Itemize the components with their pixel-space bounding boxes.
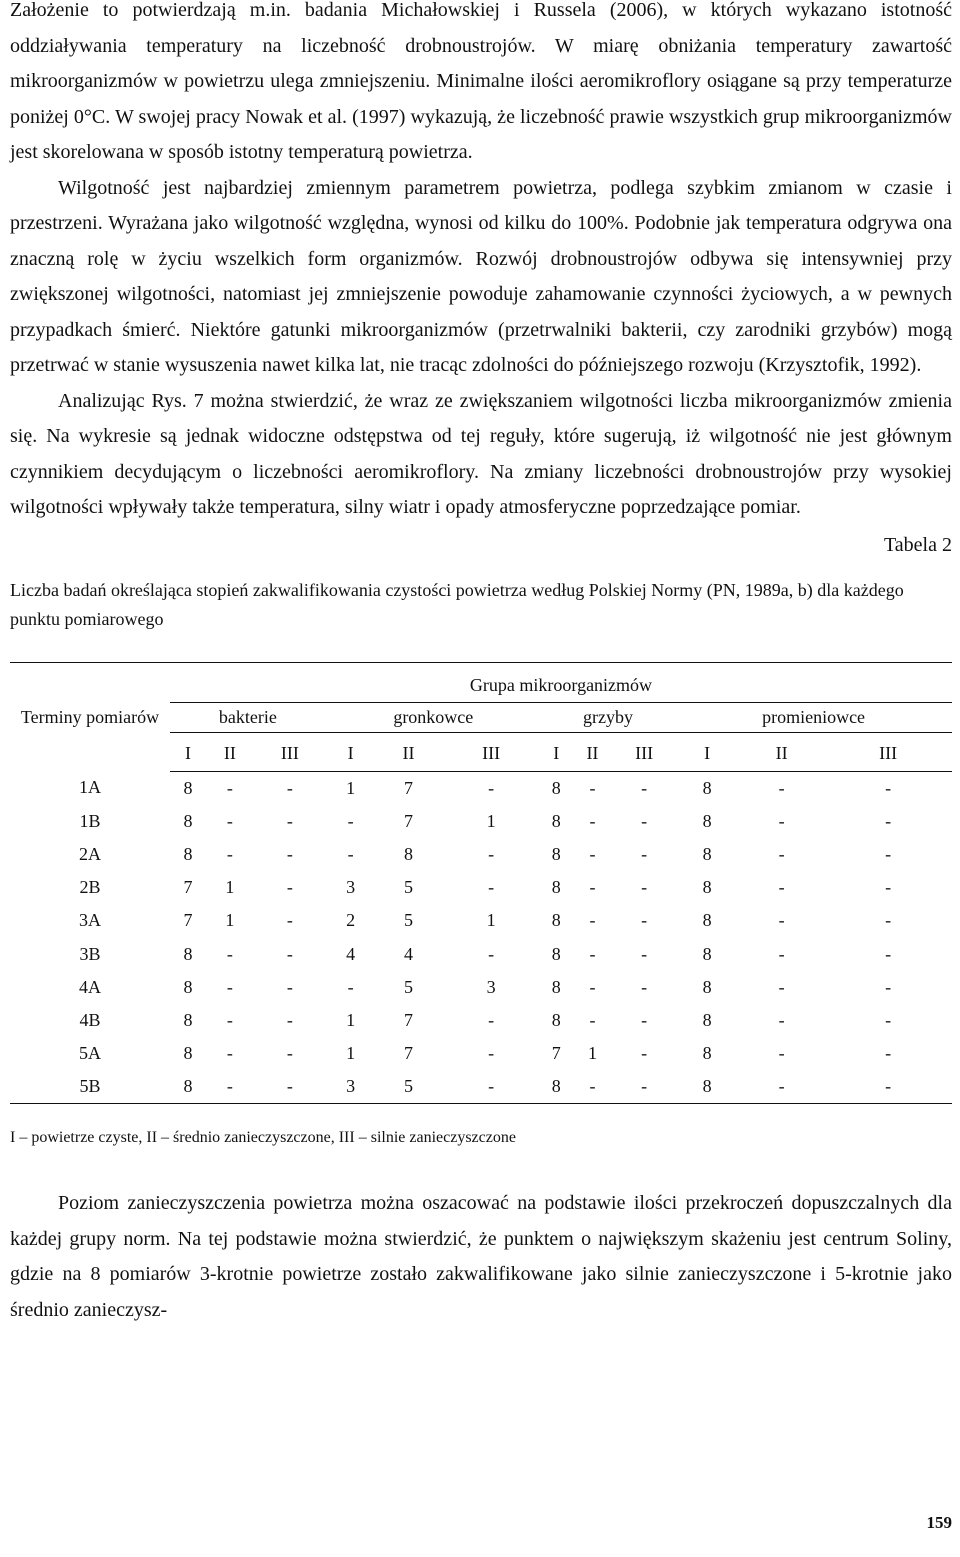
table-cell: 5 bbox=[403, 1076, 413, 1097]
table-cell: 8 bbox=[702, 976, 712, 997]
row-term: 3A bbox=[79, 910, 101, 931]
table-cell: 2 bbox=[346, 910, 356, 931]
table-cell: - bbox=[286, 877, 293, 898]
table-cell: - bbox=[778, 1009, 785, 1030]
data-table-wrapper bbox=[10, 662, 952, 1105]
table-cell: - bbox=[589, 1009, 596, 1030]
table-cell: - bbox=[226, 1043, 233, 1064]
table-cell: 8 bbox=[702, 877, 712, 898]
table-cell: - bbox=[226, 810, 233, 831]
row-term: 2A bbox=[79, 843, 101, 864]
table-cell: 8 bbox=[183, 810, 193, 831]
table-cell: 8 bbox=[702, 1009, 712, 1030]
table-cell: 8 bbox=[183, 1043, 193, 1064]
table-row bbox=[10, 1070, 952, 1103]
table-cell: 8 bbox=[551, 943, 561, 964]
header-roman-3-1: II bbox=[739, 737, 824, 772]
table-cell: - bbox=[589, 1076, 596, 1097]
header-grzyby: grzyby bbox=[541, 703, 675, 737]
table-cell: 8 bbox=[183, 976, 193, 997]
table-cell: - bbox=[641, 976, 648, 997]
table-cell: 8 bbox=[702, 843, 712, 864]
table-cell: 8 bbox=[551, 843, 561, 864]
table-row bbox=[10, 838, 952, 871]
table-caption: Liczba badań określająca stopień zakwalifikowania czystości powietrza według Polskiej Normy (PN, 1989a, b) dla każdego punktu pomiarowego bbox=[10, 579, 904, 629]
table-cell: 1 bbox=[346, 1009, 356, 1030]
table-cell: - bbox=[226, 843, 233, 864]
table-cell: - bbox=[589, 976, 596, 997]
table-cell: - bbox=[641, 1009, 648, 1030]
document-page bbox=[10, 0, 952, 1328]
table-cell: 8 bbox=[551, 810, 561, 831]
data-table bbox=[10, 663, 952, 1104]
table-cell: - bbox=[778, 910, 785, 931]
table-row bbox=[10, 971, 952, 1004]
table-cell: - bbox=[347, 843, 354, 864]
table-cell: 8 bbox=[403, 843, 413, 864]
table-row bbox=[10, 805, 952, 838]
paragraph-temperature: Założenie to potwierdzają m.in. badania Michałowskiej i Russela (2006), w których wykazano istotność oddziaływania temperatury na liczebność drobnoustrojów. W miarę obniżania temperatury zawartość mikroorganizmów w powietrzu ulega zmniejszeniu. Minimalne ilości aeromikroflory osiągane są przy temperaturze poniżej 0°C. W swojej pracy Nowak et al. (1997) wykazują, że liczebność prawie wszystkich grup mikroorganizmów jest skorelowana w sposób istotny temperaturą powietrza. bbox=[10, 0, 952, 163]
table-cell: - bbox=[488, 943, 495, 964]
table-cell: - bbox=[778, 777, 785, 798]
table-row bbox=[10, 904, 952, 937]
table-cell: - bbox=[641, 810, 648, 831]
table-cell: 7 bbox=[183, 877, 193, 898]
paragraph-analysis: Analizując Rys. 7 można stwierdzić, że wraz ze zwiększaniem wilgotności liczba mikroorganizmów zmienia się. Na wykresie są jednak widoczne odstępstwa od tej reguły, które sugerują, iż wilgotność nie jest głównym czynnikiem decydującym o liczebności aeromikroflory. Na zmiany liczebności drobnoustrojów przy wysokiej wilgotności wpływały także temperatura, silny wiatr i opady atmosferyczne poprzedzające pomiar. bbox=[10, 389, 952, 518]
table-cell: 8 bbox=[551, 910, 561, 931]
table-row bbox=[10, 1004, 952, 1037]
table-cell: 8 bbox=[551, 777, 561, 798]
table-cell: - bbox=[589, 943, 596, 964]
table-cell: 8 bbox=[702, 943, 712, 964]
header-group: Grupa mikroorganizmów bbox=[170, 663, 952, 703]
table-cell: - bbox=[885, 810, 892, 831]
page-number: 159 bbox=[926, 1513, 952, 1532]
header-terminy: Terminy pomiarów bbox=[20, 706, 160, 727]
table-cell: - bbox=[885, 1043, 892, 1064]
table-cell: - bbox=[488, 843, 495, 864]
table-cell: - bbox=[589, 777, 596, 798]
table-cell: - bbox=[226, 777, 233, 798]
table-cell: - bbox=[885, 843, 892, 864]
row-term: 1A bbox=[79, 777, 101, 798]
table-cell: - bbox=[589, 910, 596, 931]
table-cell: 8 bbox=[702, 810, 712, 831]
table-cell: - bbox=[286, 976, 293, 997]
table-cell: 8 bbox=[183, 1076, 193, 1097]
table-cell: - bbox=[488, 1043, 495, 1064]
table-cell: - bbox=[286, 943, 293, 964]
row-term: 5B bbox=[79, 1076, 101, 1097]
table-cell: - bbox=[286, 810, 293, 831]
header-gronkowce: gronkowce bbox=[326, 703, 541, 737]
header-roman-1-0: I bbox=[326, 737, 376, 772]
table-cell: - bbox=[286, 1009, 293, 1030]
header-roman-3-0: I bbox=[675, 737, 739, 772]
table-cell: 4 bbox=[346, 943, 356, 964]
table-cell: 8 bbox=[183, 1009, 193, 1030]
table-cell: - bbox=[226, 1076, 233, 1097]
table-row bbox=[10, 937, 952, 970]
header-roman-1-1: II bbox=[375, 737, 441, 772]
table-cell: - bbox=[226, 943, 233, 964]
header-roman-0-0: I bbox=[170, 737, 206, 772]
table-row bbox=[10, 771, 952, 805]
table-cell: 8 bbox=[183, 777, 193, 798]
table-cell: - bbox=[641, 1043, 648, 1064]
table-cell: 5 bbox=[403, 976, 413, 997]
table-cell: 7 bbox=[403, 810, 413, 831]
row-term: 3B bbox=[79, 943, 101, 964]
row-term: 4B bbox=[79, 1009, 101, 1030]
table-cell: - bbox=[778, 1076, 785, 1097]
table-cell: 3 bbox=[346, 877, 356, 898]
table-cell: - bbox=[885, 976, 892, 997]
table-cell: - bbox=[641, 777, 648, 798]
table-cell: - bbox=[488, 1076, 495, 1097]
table-cell: - bbox=[488, 777, 495, 798]
table-cell: - bbox=[778, 843, 785, 864]
table-cell: - bbox=[641, 843, 648, 864]
paragraph-humidity: Wilgotność jest najbardziej zmiennym parametrem powietrza, podlega szybkim zmianom w czasie i przestrzeni. Wyrażana jako wilgotność względna, wynosi od kilku do 100%. Podobnie jak temperatura odgrywa ona znaczną rolę w życiu wszelkich form organizmów. Rozwój drobnoustrojów odbywa się intensywniej przy zwiększonej wilgotności, natomiast jej zmniejszenie powoduje zahamowanie czynności życiowych, a w pewnych przypadkach śmierć. Niektóre gatunki mikroorganizmów (przetrwalniki bakterii, czy zarodniki grzybów) mogą przetrwać w stanie wysuszenia nawet kilka lat, nie tracąc zdolności do późniejszego rozwoju (Krzysztofik, 1992). bbox=[10, 176, 952, 376]
table-cell: - bbox=[885, 877, 892, 898]
table-cell: - bbox=[286, 1043, 293, 1064]
table-cell: - bbox=[641, 877, 648, 898]
table-cell: 8 bbox=[551, 877, 561, 898]
table-cell: 1 bbox=[225, 877, 235, 898]
row-term: 4A bbox=[79, 976, 101, 997]
table-cell: 1 bbox=[225, 910, 235, 931]
table-cell: - bbox=[641, 910, 648, 931]
header-roman-2-0: I bbox=[541, 737, 572, 772]
table-cell: - bbox=[641, 943, 648, 964]
table-cell: 8 bbox=[702, 910, 712, 931]
table-cell: - bbox=[885, 777, 892, 798]
table-cell: 1 bbox=[587, 1043, 597, 1064]
table-cell: 5 bbox=[403, 877, 413, 898]
table-cell: - bbox=[885, 1076, 892, 1097]
table-cell: 8 bbox=[702, 1043, 712, 1064]
table-cell: - bbox=[286, 910, 293, 931]
table-cell: - bbox=[885, 910, 892, 931]
table-cell: 1 bbox=[486, 810, 496, 831]
table-legend: I – powietrze czyste, II – średnio zanieczyszczone, III – silnie zanieczyszczone bbox=[10, 1129, 516, 1147]
table-cell: 1 bbox=[346, 777, 356, 798]
table-cell: 7 bbox=[183, 910, 193, 931]
table-cell: 8 bbox=[702, 1076, 712, 1097]
table-cell: 1 bbox=[486, 910, 496, 931]
table-cell: 7 bbox=[403, 1009, 413, 1030]
table-cell: 3 bbox=[486, 976, 496, 997]
header-roman-0-2: III bbox=[254, 737, 326, 772]
table-cell: - bbox=[778, 976, 785, 997]
table-cell: - bbox=[226, 976, 233, 997]
header-roman-2-1: II bbox=[572, 737, 613, 772]
table-cell: 3 bbox=[346, 1076, 356, 1097]
table-cell: - bbox=[488, 1009, 495, 1030]
table-cell: 8 bbox=[702, 777, 712, 798]
table-cell: 5 bbox=[403, 910, 413, 931]
table-row bbox=[10, 871, 952, 904]
table-cell: - bbox=[885, 943, 892, 964]
table-cell: 7 bbox=[551, 1043, 561, 1064]
table-cell: - bbox=[589, 810, 596, 831]
table-cell: 8 bbox=[183, 843, 193, 864]
table-cell: 8 bbox=[551, 976, 561, 997]
table-cell: - bbox=[286, 777, 293, 798]
table-cell: - bbox=[589, 877, 596, 898]
header-promieniowce: promieniowce bbox=[675, 703, 952, 737]
table-cell: - bbox=[488, 877, 495, 898]
table-cell: - bbox=[778, 943, 785, 964]
table-cell: 7 bbox=[403, 777, 413, 798]
table-cell: - bbox=[778, 810, 785, 831]
table-cell: 4 bbox=[403, 943, 413, 964]
table-cell: - bbox=[347, 810, 354, 831]
header-roman-2-2: III bbox=[613, 737, 675, 772]
header-roman-3-2: III bbox=[824, 737, 952, 772]
table-cell: - bbox=[885, 1009, 892, 1030]
row-term: 1B bbox=[79, 810, 101, 831]
table-row bbox=[10, 1037, 952, 1070]
table-cell: 1 bbox=[346, 1043, 356, 1064]
row-term: 2B bbox=[79, 877, 101, 898]
header-bakterie: bakterie bbox=[170, 703, 326, 737]
table-cell: - bbox=[286, 1076, 293, 1097]
table-cell: - bbox=[641, 1076, 648, 1097]
header-roman-1-2: III bbox=[442, 737, 541, 772]
table-cell: - bbox=[226, 1009, 233, 1030]
table-cell: 8 bbox=[551, 1076, 561, 1097]
header-roman-0-1: II bbox=[206, 737, 254, 772]
table-label: Tabela 2 bbox=[883, 533, 952, 556]
table-cell: - bbox=[778, 877, 785, 898]
table-cell: - bbox=[286, 843, 293, 864]
table-cell: 7 bbox=[403, 1043, 413, 1064]
paragraph-pollution: Poziom zanieczyszczenia powietrza można oszacować na podstawie ilości przekroczeń dopuszczalnych dla każdej grupy norm. Na tej podstawie można stwierdzić, że punktem o największym skażeniu jest centrum Soliny, gdzie na 8 pomiarów 3-krotnie powietrze zostało zakwalifikowane jako silnie zanieczyszczone i 5-krotnie jako średnio zanieczysz- bbox=[10, 1192, 952, 1321]
table-cell: - bbox=[589, 843, 596, 864]
table-cell: - bbox=[778, 1043, 785, 1064]
table-cell: 8 bbox=[183, 943, 193, 964]
table-cell: 8 bbox=[551, 1009, 561, 1030]
row-term: 5A bbox=[79, 1043, 101, 1064]
table-cell: - bbox=[347, 976, 354, 997]
